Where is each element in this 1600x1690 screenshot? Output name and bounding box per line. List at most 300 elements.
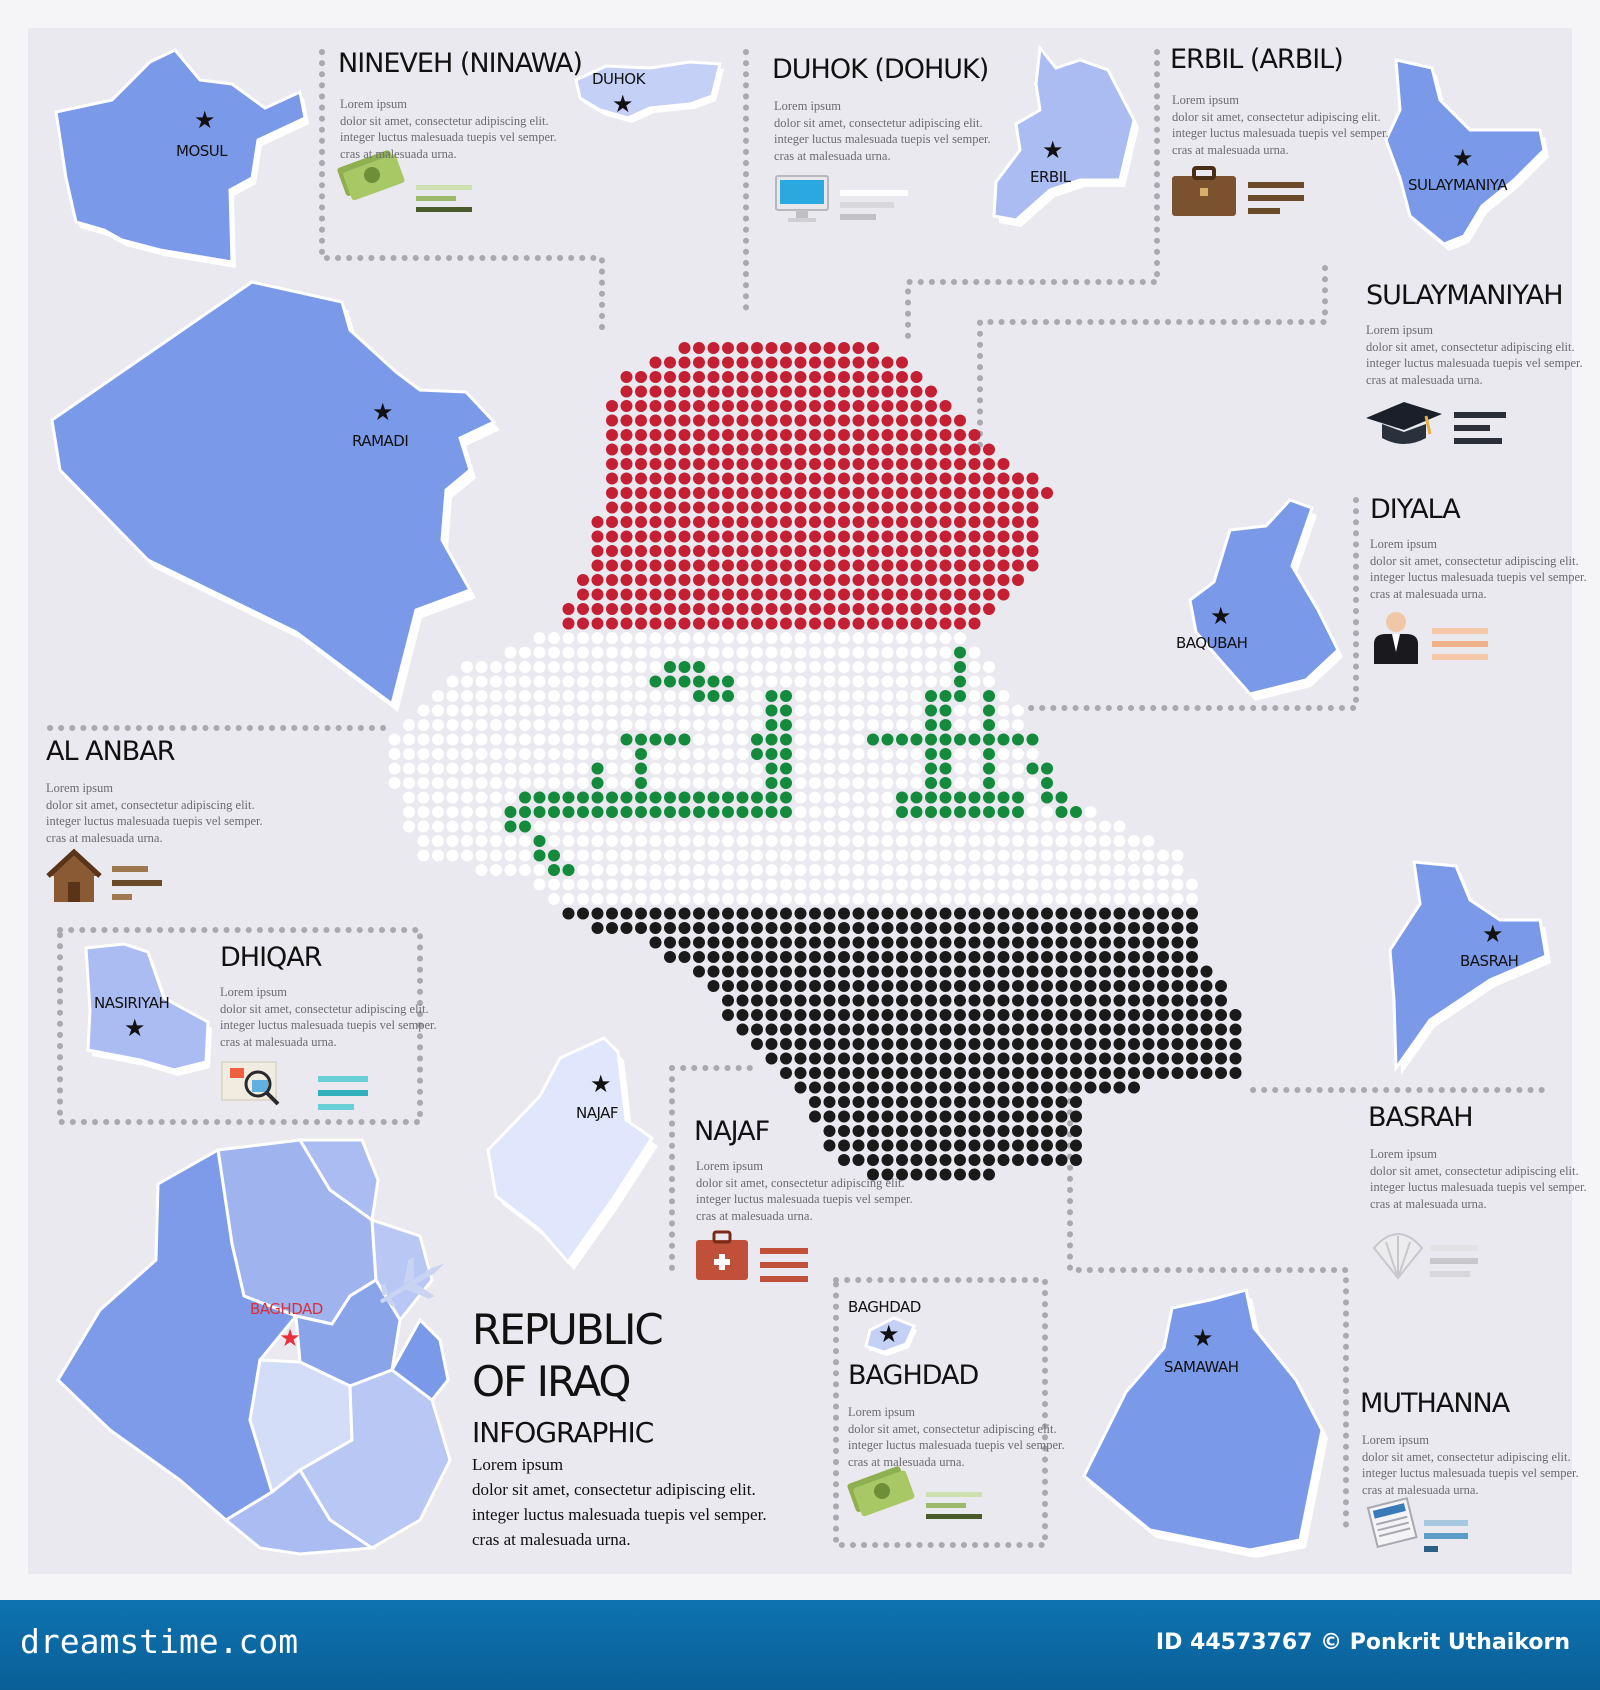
flag-dot: [998, 1125, 1010, 1137]
flag-dot: [1027, 835, 1039, 847]
flag-dot: [664, 734, 676, 746]
flag-dot: [519, 777, 531, 789]
flag-dot: [838, 589, 850, 601]
flag-dot: [780, 792, 792, 804]
flag-dot: [983, 719, 995, 731]
flag-dot: [766, 951, 778, 963]
flag-dot: [853, 966, 865, 978]
flag-dot: [983, 966, 995, 978]
flag-dot: [795, 995, 807, 1007]
flag-dot: [606, 516, 618, 528]
flag-dot: [1186, 1024, 1198, 1036]
flag-dot: [1027, 763, 1039, 775]
flag-dot: [954, 893, 966, 905]
flag-dot: [722, 487, 734, 499]
flag-dot: [1157, 995, 1169, 1007]
flag-dot: [911, 966, 923, 978]
flag-dot: [867, 850, 879, 862]
flag-dot: [1085, 879, 1097, 891]
flag-dot: [447, 763, 459, 775]
flag-dot: [925, 893, 937, 905]
flag-dot: [1027, 908, 1039, 920]
flag-dot: [867, 676, 879, 688]
flag-dot: [853, 734, 865, 746]
flag-dot: [940, 1169, 952, 1181]
flag-dot: [664, 487, 676, 499]
flag-dot: [693, 618, 705, 630]
flag-dot: [722, 531, 734, 543]
flag-dot: [983, 444, 995, 456]
flag-dot: [635, 821, 647, 833]
flag-dot: [954, 415, 966, 427]
flag-dot: [954, 719, 966, 731]
flag-dot: [534, 777, 546, 789]
flag-dot: [809, 734, 821, 746]
flag-dot: [1172, 893, 1184, 905]
flag-dot: [1027, 1038, 1039, 1050]
flag-dot: [896, 879, 908, 891]
flag-dot: [635, 647, 647, 659]
flag-dot: [606, 719, 618, 731]
flag-dot: [737, 632, 749, 644]
flag-dot: [664, 908, 676, 920]
flag-dot: [650, 821, 662, 833]
flag-dot: [809, 864, 821, 876]
flag-dot: [954, 908, 966, 920]
flag-dot: [925, 1024, 937, 1036]
flag-dot: [780, 806, 792, 818]
flag-dot: [838, 531, 850, 543]
flag-dot: [867, 980, 879, 992]
flag-dot: [867, 995, 879, 1007]
flag-dot: [664, 531, 676, 543]
flag-dot: [1128, 1082, 1140, 1094]
flag-dot: [911, 806, 923, 818]
flag-dot: [896, 603, 908, 615]
flag-dot: [621, 719, 633, 731]
flag-dot: [998, 821, 1010, 833]
flag-dot: [969, 966, 981, 978]
flag-dot: [708, 705, 720, 717]
flag-dot: [983, 603, 995, 615]
flag-dot: [1070, 1067, 1082, 1079]
flag-dot: [940, 922, 952, 934]
flag-dot: [722, 734, 734, 746]
flag-dot: [490, 748, 502, 760]
flag-dot: [998, 835, 1010, 847]
flag-dot: [606, 473, 618, 485]
flag-dot: [925, 1067, 937, 1079]
flag-dot: [853, 748, 865, 760]
flag-dot: [737, 690, 749, 702]
flag-dot: [1012, 821, 1024, 833]
flag-dot: [1041, 1125, 1053, 1137]
flag-dot: [1041, 850, 1053, 862]
flag-dot: [737, 560, 749, 572]
flag-dot: [780, 676, 792, 688]
flag-dot: [664, 922, 676, 934]
flag-dot: [911, 458, 923, 470]
flag-dot: [577, 734, 589, 746]
flag-dot: [780, 647, 792, 659]
flag-dot: [548, 734, 560, 746]
flag-dot: [1099, 937, 1111, 949]
flag-dot: [1027, 893, 1039, 905]
flag-dot: [679, 792, 691, 804]
flag-dot: [969, 1169, 981, 1181]
flag-dot: [447, 734, 459, 746]
flag-dot: [795, 864, 807, 876]
flag-dot: [737, 1009, 749, 1021]
flag-dot: [940, 632, 952, 644]
flag-dot: [664, 821, 676, 833]
flag-dot: [635, 487, 647, 499]
flag-dot: [809, 908, 821, 920]
flag-dot: [766, 893, 778, 905]
flag-dot: [896, 444, 908, 456]
flag-dot: [780, 937, 792, 949]
flag-dot: [896, 980, 908, 992]
flag-dot: [824, 734, 836, 746]
flag-dot: [737, 603, 749, 615]
flag-dot: [766, 487, 778, 499]
flag-dot: [461, 734, 473, 746]
flag-dot: [838, 386, 850, 398]
flag-dot: [490, 850, 502, 862]
flag-dot: [1041, 806, 1053, 818]
flag-dot: [838, 806, 850, 818]
flag-dot: [563, 908, 575, 920]
flag-dot: [577, 806, 589, 818]
flag-dot: [1099, 995, 1111, 1007]
flag-dot: [896, 922, 908, 934]
first-aid-kit-icon: [696, 1232, 748, 1280]
flag-dot: [809, 574, 821, 586]
flag-dot: [882, 357, 894, 369]
flag-dot: [737, 647, 749, 659]
flag-dot: [1012, 908, 1024, 920]
flag-dot: [708, 415, 720, 427]
flag-dot: [650, 835, 662, 847]
flag-dot: [795, 1067, 807, 1079]
flag-dot: [969, 777, 981, 789]
flag-dot: [925, 879, 937, 891]
flag-dot: [838, 1125, 850, 1137]
flag-dot: [780, 980, 792, 992]
flag-dot: [896, 937, 908, 949]
flag-dot: [911, 1024, 923, 1036]
flag-dot: [447, 850, 459, 862]
flag-dot: [780, 995, 792, 1007]
flag-dot: [809, 1024, 821, 1036]
flag-dot: [809, 618, 821, 630]
flag-dot: [867, 748, 879, 760]
flag-dot: [1201, 1067, 1213, 1079]
flag-dot: [432, 792, 444, 804]
flag-dot: [882, 632, 894, 644]
flag-dot: [867, 516, 879, 528]
flag-dot: [418, 719, 430, 731]
flag-dot: [751, 545, 763, 557]
flag-dot: [1114, 937, 1126, 949]
flag-dot: [882, 980, 894, 992]
flag-dot: [954, 1140, 966, 1152]
flag-dot: [1012, 792, 1024, 804]
flag-dot: [737, 864, 749, 876]
flag-dot: [867, 429, 879, 441]
flag-dot: [882, 1111, 894, 1123]
flag-dot: [722, 473, 734, 485]
flag-dot: [621, 473, 633, 485]
flag-dot: [461, 821, 473, 833]
flag-dot: [534, 632, 546, 644]
flag-dot: [621, 748, 633, 760]
flag-dot: [867, 603, 879, 615]
flag-dot: [1143, 879, 1155, 891]
flag-dot: [954, 1169, 966, 1181]
diyala-province-map: [1190, 500, 1343, 701]
flag-dot: [838, 1024, 850, 1036]
flag-dot: [882, 864, 894, 876]
flag-dot: [998, 1096, 1010, 1108]
flag-dot: [766, 995, 778, 1007]
flag-dot: [969, 908, 981, 920]
flag-dot: [505, 705, 517, 717]
flag-dot: [998, 893, 1010, 905]
flag-dot: [954, 705, 966, 717]
flag-dot: [896, 386, 908, 398]
flag-dot: [693, 560, 705, 572]
flag-dot: [635, 850, 647, 862]
flag-dot: [650, 792, 662, 804]
flag-dot: [954, 473, 966, 485]
flag-dot: [809, 690, 821, 702]
flag-dot: [983, 908, 995, 920]
flag-dot: [824, 647, 836, 659]
flag-dot: [780, 458, 792, 470]
flag-dot: [650, 502, 662, 514]
flag-dot: [403, 748, 415, 760]
flag-dot: [824, 893, 836, 905]
flag-dot: [693, 574, 705, 586]
flag-dot: [722, 690, 734, 702]
flag-dot: [809, 777, 821, 789]
flag-dot: [606, 618, 618, 630]
flag-dot: [1230, 1067, 1242, 1079]
flag-dot: [737, 734, 749, 746]
flag-dot: [577, 603, 589, 615]
flag-dot: [838, 444, 850, 456]
flag-dot: [534, 806, 546, 818]
flag-dot: [708, 647, 720, 659]
flag-dot: [606, 763, 618, 775]
flag-dot: [853, 690, 865, 702]
flag-dot: [606, 922, 618, 934]
flag-dot: [780, 1024, 792, 1036]
flag-dot: [577, 632, 589, 644]
flag-dot: [780, 400, 792, 412]
flag-dot: [708, 922, 720, 934]
flag-dot: [751, 951, 763, 963]
flag-dot: [969, 951, 981, 963]
flag-dot: [664, 415, 676, 427]
flag-dot: [969, 618, 981, 630]
flag-dot: [606, 545, 618, 557]
flag-dot: [693, 734, 705, 746]
flag-dot: [853, 951, 865, 963]
flag-dot: [476, 719, 488, 731]
flag-dot: [693, 516, 705, 528]
flag-dot: [882, 1067, 894, 1079]
flag-dot: [925, 690, 937, 702]
flag-dot: [954, 1024, 966, 1036]
flag-dot: [722, 879, 734, 891]
flag-dot: [679, 458, 691, 470]
flag-dot: [780, 821, 792, 833]
flag-dot: [708, 371, 720, 383]
flag-dot: [751, 850, 763, 862]
flag-dot: [1114, 821, 1126, 833]
flag-dot: [505, 821, 517, 833]
flag-dot: [751, 1009, 763, 1021]
flag-dot: [853, 1082, 865, 1094]
flag-dot: [635, 516, 647, 528]
flag-dot: [954, 966, 966, 978]
flag-dot: [795, 1038, 807, 1050]
flag-dot: [911, 618, 923, 630]
flag-dot: [940, 516, 952, 528]
flag-dot: [664, 951, 676, 963]
flag-dot: [853, 893, 865, 905]
flag-dot: [1172, 966, 1184, 978]
flag-dot: [983, 951, 995, 963]
flag-dot: [519, 647, 531, 659]
flag-dot: [795, 777, 807, 789]
flag-dot: [896, 821, 908, 833]
flag-dot: [751, 487, 763, 499]
flag-dot: [693, 444, 705, 456]
flag-dot: [490, 719, 502, 731]
flag-dot: [925, 647, 937, 659]
flag-dot: [940, 951, 952, 963]
flag-dot: [838, 632, 850, 644]
flag-dot: [969, 1140, 981, 1152]
province-title-sulaymaniyah: SULAYMANIYAH: [1366, 280, 1563, 311]
flag-dot: [795, 371, 807, 383]
flag-dot: [1201, 1024, 1213, 1036]
flag-dot: [708, 560, 720, 572]
flag-dot: [1085, 1067, 1097, 1079]
flag-dot: [853, 560, 865, 572]
flag-dot: [1143, 835, 1155, 847]
flag-dot: [925, 1082, 937, 1094]
flag-dot: [722, 864, 734, 876]
flag-dot: [737, 806, 749, 818]
flag-dot: [1012, 1053, 1024, 1065]
flag-dot: [911, 995, 923, 1007]
flag-dot: [737, 676, 749, 688]
flag-dot: [1143, 922, 1155, 934]
flag-dot: [969, 806, 981, 818]
flag-dot: [1070, 1024, 1082, 1036]
city-star-icon: ★: [1452, 144, 1474, 172]
flag-dot: [403, 806, 415, 818]
city-label-erbil: ERBIL: [1030, 168, 1071, 186]
flag-dot: [722, 937, 734, 949]
flag-dot: [679, 574, 691, 586]
flag-dot: [519, 719, 531, 731]
flag-dot: [519, 734, 531, 746]
flag-dot: [1041, 893, 1053, 905]
flag-dot: [737, 415, 749, 427]
flag-dot: [867, 371, 879, 383]
flag-dot: [838, 516, 850, 528]
flag-dot: [621, 444, 633, 456]
flag-dot: [1027, 1111, 1039, 1123]
flag-dot: [592, 748, 604, 760]
flag-dot: [1215, 1053, 1227, 1065]
flag-dot: [882, 400, 894, 412]
flag-dot: [563, 661, 575, 673]
flag-dot: [766, 980, 778, 992]
flag-dot: [954, 1053, 966, 1065]
flag-dot: [954, 560, 966, 572]
flag-dot: [766, 545, 778, 557]
flag-dot: [780, 908, 792, 920]
flag-dot: [940, 690, 952, 702]
flag-dot: [824, 415, 836, 427]
flag-dot: [838, 1067, 850, 1079]
flag-dot: [1070, 879, 1082, 891]
flag-dot: [824, 835, 836, 847]
flag-dot: [838, 400, 850, 412]
flag-dot: [853, 429, 865, 441]
flag-dot: [621, 792, 633, 804]
flag-dot: [925, 763, 937, 775]
flag-dot: [954, 748, 966, 760]
flag-dot: [954, 589, 966, 601]
flag-dot: [867, 531, 879, 543]
flag-dot: [766, 502, 778, 514]
flag-dot: [998, 748, 1010, 760]
flag-dot: [635, 589, 647, 601]
flag-dot: [998, 763, 1010, 775]
flag-dot: [505, 647, 517, 659]
flag-dot: [490, 690, 502, 702]
flag-dot: [1012, 893, 1024, 905]
province-description-najaf: Lorem ipsum dolor sit amet, consectetur adipiscing elit. integer luctus malesuada tuepis vel semper. cras at malesuada urna.: [696, 1159, 913, 1223]
flag-dot: [693, 966, 705, 978]
flag-dot: [998, 560, 1010, 572]
flag-dot: [969, 719, 981, 731]
flag-dot: [1157, 893, 1169, 905]
flag-dot: [867, 589, 879, 601]
flag-dot: [621, 603, 633, 615]
flag-dot: [809, 357, 821, 369]
flag-dot: [635, 879, 647, 891]
flag-dot: [548, 835, 560, 847]
flag-dot: [838, 922, 850, 934]
flag-dot: [1041, 1024, 1053, 1036]
flag-dot: [969, 922, 981, 934]
flag-dot: [1041, 908, 1053, 920]
flag-dot: [969, 995, 981, 1007]
flag-dot: [1157, 1024, 1169, 1036]
flag-dot: [490, 705, 502, 717]
flag-dot: [664, 502, 676, 514]
flag-dot: [650, 473, 662, 485]
flag-dot: [650, 531, 662, 543]
